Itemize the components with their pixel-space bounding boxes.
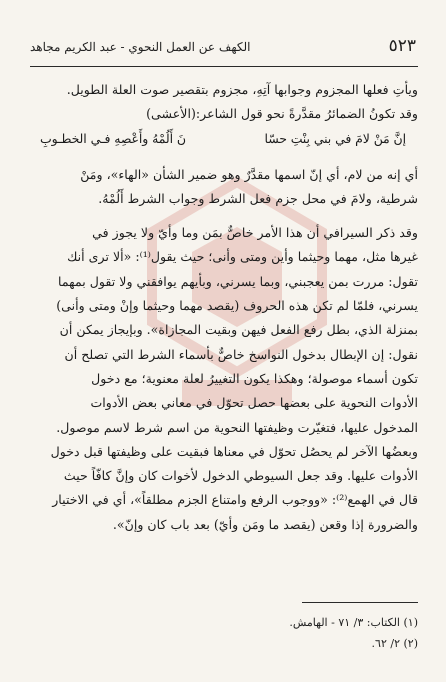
text-line: شرطية، ولامَ في محل جزم فعل الشرط وجواب الشرط أَلُمْهُ. [98,190,418,206]
page-header [30,36,416,62]
footnote-1: (١) الكتاب: ٣/ ٧١ - الهامش. [289,616,418,629]
text-line: وبعضُها الآخر لم يحصُل تحوّل في معناها فبقيت على وظيفتها قبل دخول [50,443,418,459]
text-line: نقول: إن الإبطال بدخول النواسخ خاصٌّ بأسماء الشرط التي تصلح أن [64,346,418,362]
verse-first-hemistich: إنَّ مَنْ لامَ في بني بِنْتِ حسّا [264,131,406,146]
text-line: وقد ذكر السيرافي أن هذا الأمر خاصٌّ بمَن وما وأيّ ولا يجوز في [92,225,418,241]
text-line: والضرورة إذا وقعن (يقصد ما ومَن وأيّ) بعد باب كان وإنّ». [112,516,418,532]
running-title: الكهف عن العمل النحوي - عبد الكريم مجاهد [30,40,251,54]
text-line: قال في الهمع⁽²⁾: «ووجوب الرفع وامتناع الجزم مطلقاً»، أي في الاختيار [52,492,418,508]
main-text [38,78,418,537]
verse-second-hemistich: نَ أَلُمْهُ وأَعْصِهِ فـي الخطـوبِ [40,131,186,146]
text-line: ويأتِ فعلها المجزوم وجوابها آتِهِ، مجزوم بتقصير صوت العلة الطويل. [66,82,418,97]
page-number: ٥٢٣ [388,36,416,56]
text-line: المدخول عليها، فتغيّرت وظيفتها النحوية من اسم شرط لاسم موصول. [56,419,418,435]
text-line: غيرها مثل، مهما وحيثما وأين ومتى وأنى؛ حيث يقول⁽¹⁾: «ألا ترى أنك [67,249,418,265]
header-rule [30,66,418,67]
text-line: تقول: مررت بمن يعجبني، وبما يسرني، وبأيهم يوافقني ولا تقول بمهما [58,273,418,289]
text-line: بمنزلة الذي، بطل رفع الفعل فيهن وبقيت المجازاة». وبإيجاز يمكن أن [59,322,418,338]
text-line: الأدوات عليها. وقد جعل السيوطي الدخول لأخوات كان وإنَّ كافّاً حيث [63,468,418,484]
footnote-rule [302,602,418,603]
poetry-verse [38,127,418,153]
footnote-2: (٢) ٢/ ٦٢. [371,637,418,650]
text-line: وقد تكونُ الضمائرُ مقدَّرةً نحو قول الشاعر:(الأعشى) [146,106,418,122]
text-line: تكون أسماء موصولة؛ وهكذا يكون التغييرُ لعلة معنوية؛ مع دخول [91,370,418,386]
footnotes [289,612,418,654]
text-line: يسرني، فلمّا لم تكن هذه الحروف (يقصد مهما وحيثما وإنْ ومتى وأنى) [56,298,418,314]
text-line: الأدوات النحوية على بعضها حصل تحوّل في معاني بعض الأدوات [90,395,418,411]
text-line: أي إنه من لام، أي إنّ اسمها مقدَّرٌ وهو ضمير الشأن «الهاء»، ومَنْ [80,166,418,182]
